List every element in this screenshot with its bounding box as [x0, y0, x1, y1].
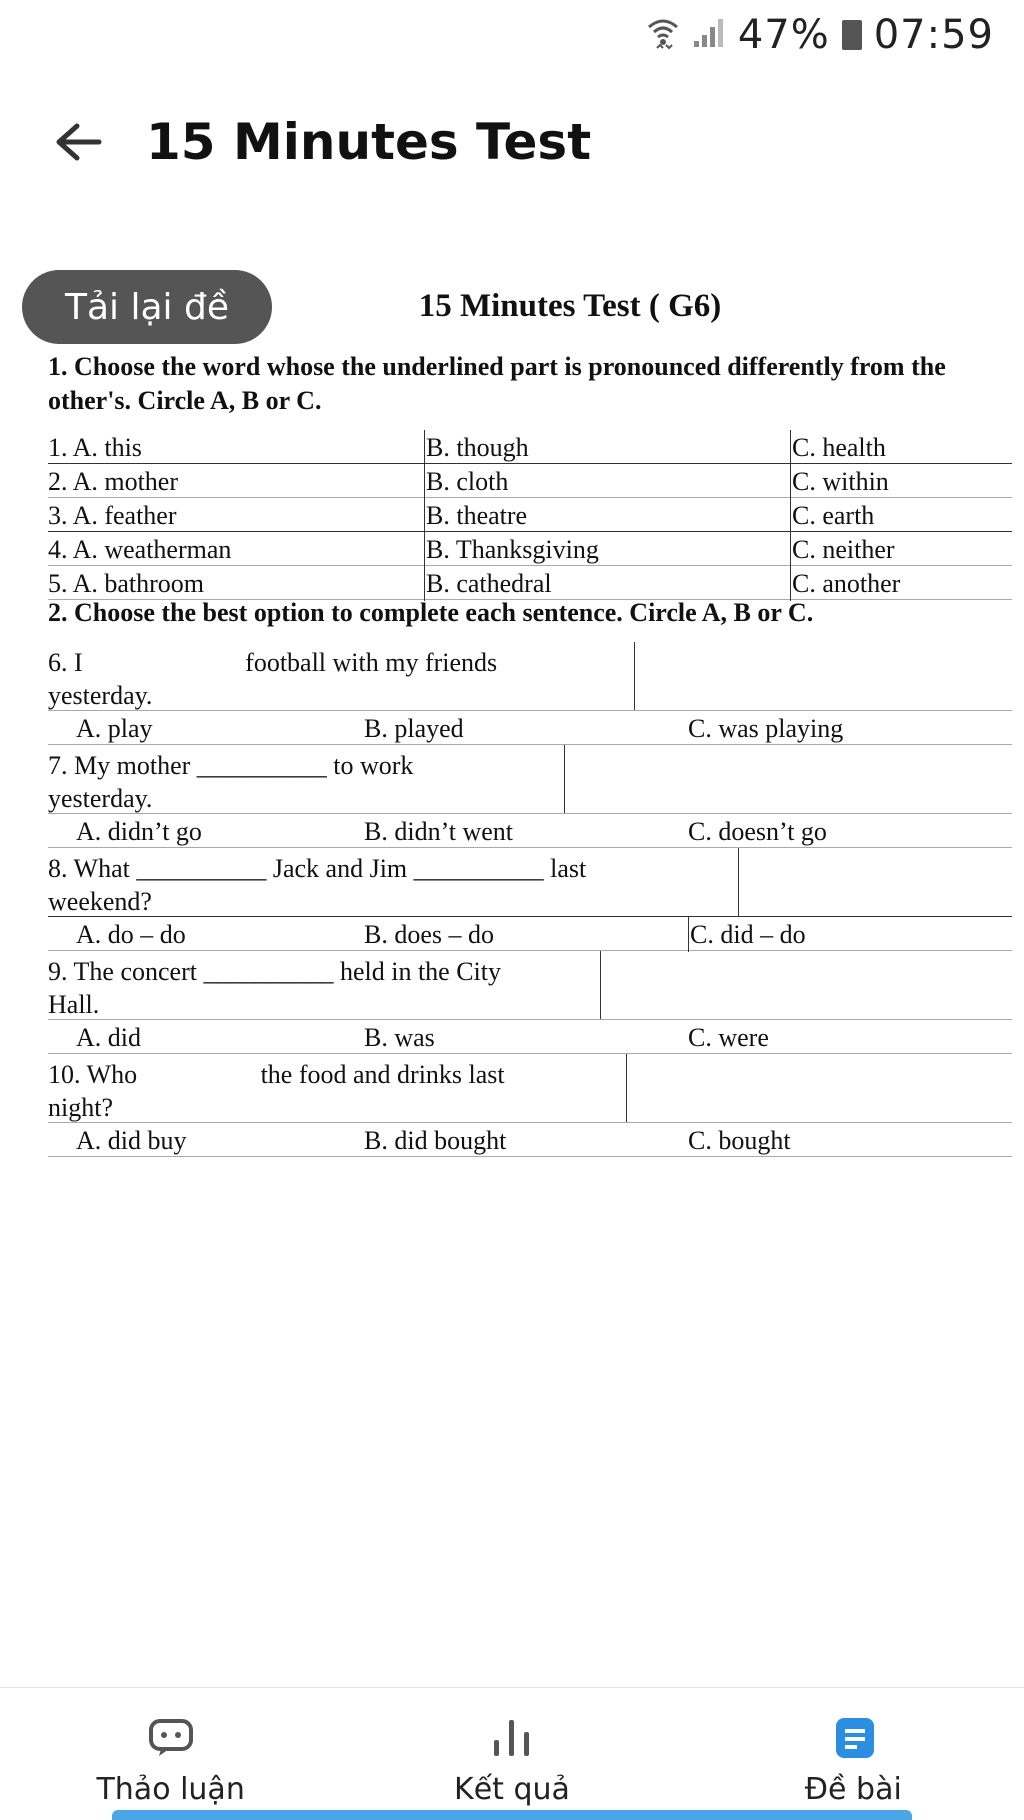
option-b: B. Thanksgiving [426, 535, 599, 564]
option-b: B. though [426, 433, 529, 462]
option-b[interactable]: B. didn’t went [364, 817, 514, 846]
question [48, 951, 1012, 1019]
option-c[interactable]: C. were [688, 1023, 769, 1052]
battery-percent: 47% [737, 12, 830, 58]
option-a: 4. A. weatherman [48, 535, 232, 564]
document-icon [829, 1718, 877, 1758]
tab-results[interactable] [362, 1688, 662, 1820]
option-b: B. theatre [426, 501, 528, 530]
option-a[interactable]: A. play [76, 714, 153, 743]
options-row [48, 813, 1012, 848]
document-title: 15 Minutes Test ( G6) [418, 288, 722, 324]
bottom-nav [0, 1687, 1024, 1820]
reload-test-button[interactable]: Tải lại đề [22, 270, 272, 344]
part2-instruction: 2. Choose the best option to complete each sentence. Circle A, B or C. [48, 598, 814, 627]
question-text: 6. I football with my friends [48, 648, 498, 677]
question-text-cont: yesterday. [48, 784, 153, 813]
options-row [48, 710, 1012, 745]
options-row [48, 916, 1012, 951]
option-c: C. health [792, 433, 886, 462]
option-b: B. cloth [426, 467, 509, 496]
table-row [48, 532, 1012, 566]
question [48, 1054, 1012, 1122]
option-a: 5. A. bathroom [48, 569, 204, 598]
battery-icon [842, 20, 862, 50]
tab-label: Thảo luận [96, 1772, 245, 1807]
home-indicator [112, 1810, 912, 1820]
question-text-cont: night? [48, 1093, 113, 1122]
tab-label: Đề bài [804, 1772, 902, 1807]
option-c: C. earth [792, 501, 875, 530]
table-row [48, 464, 1012, 498]
table-row [48, 430, 1012, 464]
option-a[interactable]: A. did buy [76, 1126, 187, 1155]
option-a[interactable]: A. did [76, 1023, 141, 1052]
question-text: 10. Who the food and drinks last [48, 1060, 505, 1089]
wifi-icon [646, 15, 680, 55]
option-a[interactable]: A. didn’t go [76, 817, 202, 846]
option-a: 3. A. feather [48, 501, 177, 530]
question [48, 745, 1012, 813]
option-c[interactable]: C. bought [688, 1126, 791, 1155]
option-c[interactable]: C. doesn’t go [688, 817, 827, 846]
option-b[interactable]: B. does – do [364, 920, 494, 949]
question-text: 8. What __________ Jack and Jim __________ last [48, 854, 587, 883]
arrow-left-icon [53, 122, 103, 162]
option-c[interactable]: C. did – do [690, 920, 806, 949]
option-c: C. within [792, 467, 889, 496]
status-bar [646, 10, 994, 60]
options-row [48, 1019, 1012, 1054]
tab-test[interactable] [703, 1688, 1003, 1820]
question-text: 7. My mother __________ to work [48, 751, 414, 780]
question-text: 9. The concert __________ held in the City [48, 957, 501, 986]
option-c: C. another [792, 569, 901, 598]
bar-chart-icon [488, 1718, 536, 1758]
option-c[interactable]: C. was playing [688, 714, 844, 743]
option-a: 2. A. mother [48, 467, 178, 496]
question [48, 642, 1012, 710]
back-button[interactable] [48, 112, 108, 172]
app-header [48, 100, 591, 184]
tab-discussion[interactable] [21, 1688, 321, 1820]
part1-table [48, 430, 1012, 600]
clock: 07:59 [873, 12, 994, 58]
tab-label: Kết quả [454, 1772, 570, 1807]
part1-instruction: 1. Choose the word whose the underlined part is pronounced differently from the other's. Circle A, B or C. [48, 352, 946, 415]
option-a: 1. A. this [48, 433, 142, 462]
chat-icon [147, 1718, 195, 1758]
table-row [48, 566, 1012, 600]
question-text-cont: Hall. [48, 990, 100, 1019]
question [48, 848, 1012, 916]
signal-icon [692, 17, 726, 53]
options-row [48, 1122, 1012, 1157]
option-b[interactable]: B. was [364, 1023, 435, 1052]
table-row [48, 498, 1012, 532]
option-a[interactable]: A. do – do [76, 920, 186, 949]
option-b[interactable]: B. did bought [364, 1126, 507, 1155]
part2-questions [48, 642, 1012, 1157]
option-b[interactable]: B. played [364, 714, 464, 743]
option-c: C. neither [792, 535, 895, 564]
question-text-cont: weekend? [48, 887, 152, 916]
question-text-cont: yesterday. [48, 681, 153, 710]
page-title: 15 Minutes Test [146, 113, 592, 171]
option-b: B. cathedral [426, 569, 552, 598]
